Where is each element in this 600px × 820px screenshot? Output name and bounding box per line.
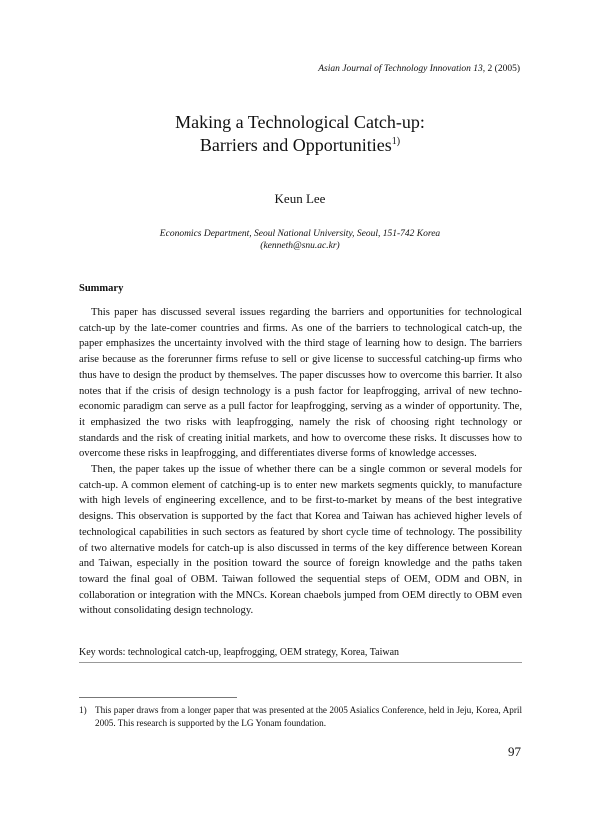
title-line-2	[0, 134, 600, 157]
title-footnote-mark[interactable]: 1)	[391, 136, 401, 147]
keywords-line: Key words: technological catch-up, leapfrogging, OEM strategy, Korea, Taiwan	[79, 647, 400, 658]
footnote	[79, 704, 522, 729]
title-line-1: Making a Technological Catch-up:	[175, 112, 425, 132]
footnote-divider	[79, 697, 237, 698]
affiliation-line: Economics Department, Seoul National University, Seoul, 151-742 Korea	[159, 229, 441, 239]
footnote-number: 1)	[79, 705, 87, 715]
author-name: Keun Lee	[274, 191, 326, 206]
author-email[interactable]: (kenneth@snu.ac.kr)	[260, 241, 340, 251]
summary-body	[79, 305, 522, 619]
summary-heading: Summary	[79, 283, 124, 294]
summary-paragraph-2: Then, the paper takes up the issue of whether there can be a single common or several models for catch-up. A common element of catching-up is to enter new markets segments quickly, to manufacture with high levels of engineering excellence, and to be first-to-market by means of the best integrative designs. This observation is supported by the fact that Korea and Taiwan has achieved higher levels of technological capabilities in such sectors as featured by short cycle time of technology. The possibility of two alternative models for catch-up is also discussed in terms of the key difference between Korean and Taiwan, especially in the position toward the source of foreign knowledge and the paths taken toward the final goal of OBM. Taiwan followed the sequential steps of OEM, ODM and OBN, in collaboration or integration with the MNCs. Korean chaebols jumped from OEM directly to OBM even without consolidating design technology.	[79, 464, 522, 617]
paper-title	[0, 111, 600, 157]
keywords-divider	[79, 662, 522, 663]
running-header	[318, 64, 520, 74]
summary-paragraph-1: This paper has discussed several issues regarding the barriers and opportunities for technological catch-up by the late-comer countries and firms. As one of the barriers to technological catch-up, the paper emphasizes the uncertainty involved with the third stage of learning how to design. The barriers arise because as the forerunner firms refuse to sell or give license to successful catching-up firms who thus have to design the product by themselves. The paper discusses how to overcome this barrier. It also notes that if the crisis of design technology is a push factor for leapfrogging, arrival of new techno-economic paradigm can serve as a pull factor for leapfrogging, serving as a winder of opportunity. The, it emphasized the two risks with leapfrogging, namely the risk of choosing right technology or standards and the risk of creating initial markets, and how to overcome these risks. It discusses how to overcome these risks in leapfrogging, and differentiates diverse forms of knowledge accesses.	[79, 307, 522, 460]
journal-issue: 2 (2005)	[487, 64, 520, 74]
title-line-2-text: Barriers and Opportunities	[199, 135, 392, 155]
page-number: 97	[508, 744, 521, 759]
author-affiliation	[0, 228, 600, 252]
footnote-text: This paper draws from a longer paper that was presented at the 2005 Asialics Conference, held in Jeju, Korea, April 2005. This research is supported by the LG Yonam foundation.	[95, 705, 522, 728]
journal-name: Asian Journal of Technology Innovation 13,	[318, 64, 486, 74]
